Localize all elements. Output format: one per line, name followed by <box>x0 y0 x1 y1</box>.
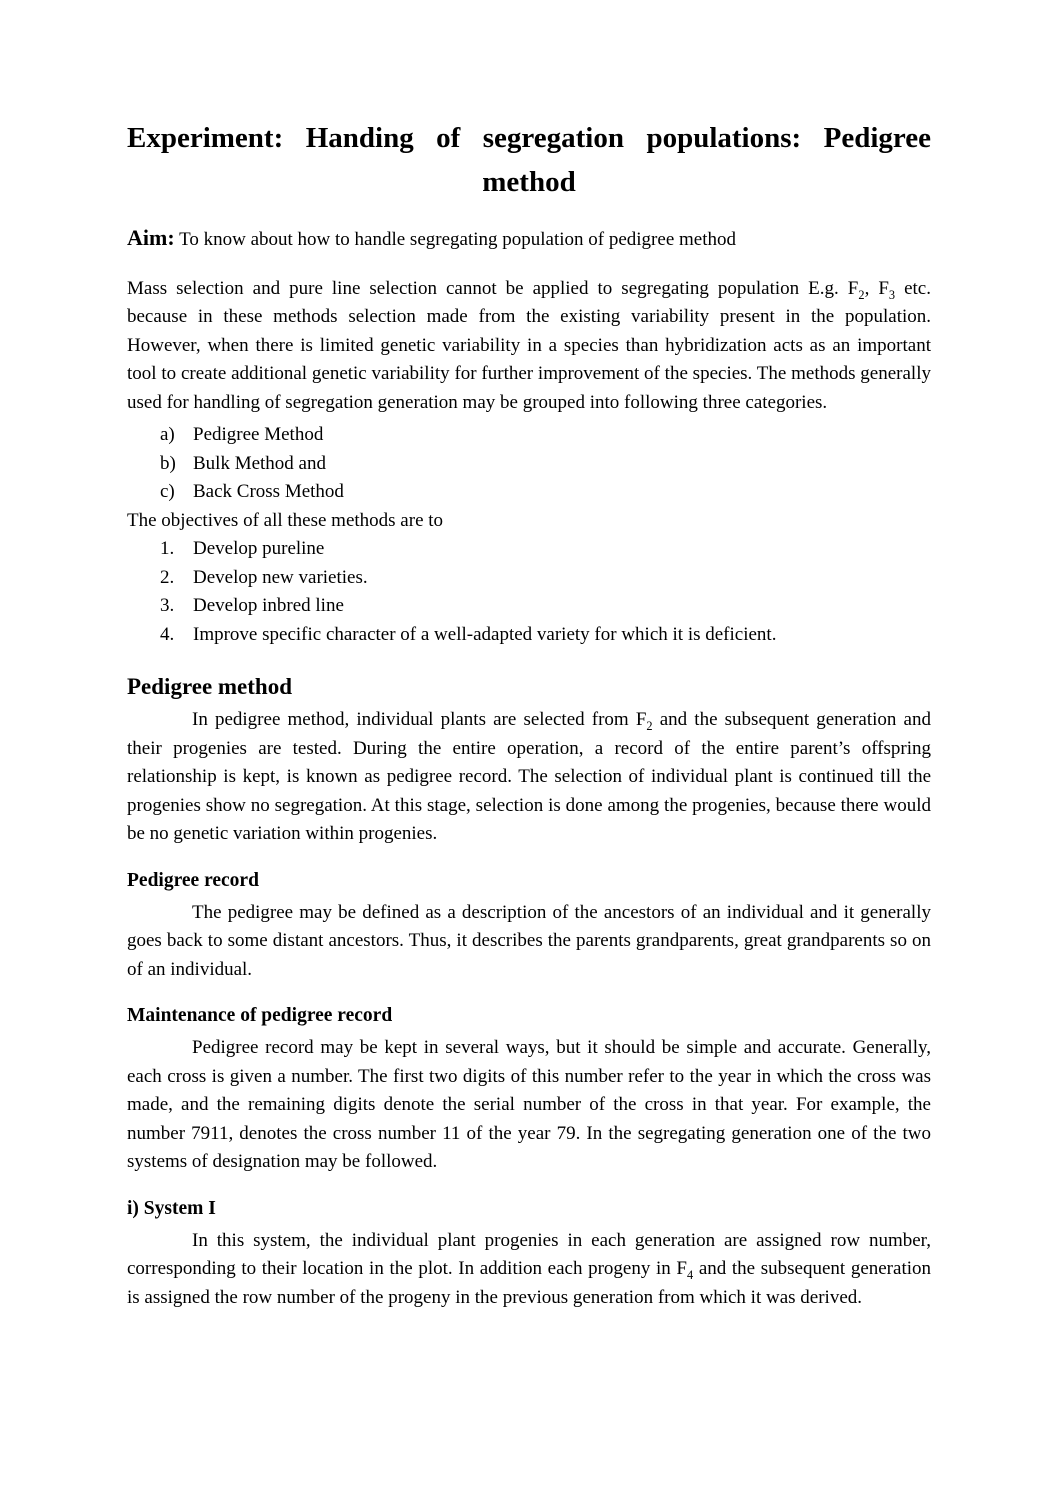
objectives-lead: The objectives of all these methods are to <box>127 509 444 531</box>
objectives-list <box>127 535 931 649</box>
section-heading: Maintenance of pedigree record <box>127 1005 393 1026</box>
section-pedigree-method <box>127 671 931 849</box>
section-paragraph: Pedigree record may be kept in several ways, but it should be simple and accurate. Generally, each cross is given a number. The first two digits of this number refer to the year in which the cross was made, and the remaining digits denote the serial number of the cross in that year. For example, the number 7911, denotes the cross number 11 of the year 79. In the segregating generation one of the two systems of designation may be followed. <box>127 1037 931 1172</box>
section-heading: Pedigree method <box>127 674 293 699</box>
list-item <box>127 592 931 621</box>
list-item <box>127 450 931 479</box>
list-item <box>127 478 931 507</box>
list-marker: c) <box>160 481 175 502</box>
list-marker: 3. <box>160 595 175 616</box>
list-item-text: Back Cross Method <box>193 481 344 502</box>
list-item-text: Bulk Method and <box>193 452 326 474</box>
list-item-text: Develop pureline <box>193 538 325 559</box>
list-item-text: Pedigree Method <box>193 424 324 445</box>
intro-paragraph: Mass selection and pure line selection cannot be applied to segregating population E.g. $F_2$, $F_3$ etc. because in these methods selection made from the existing variability present in the population. However, when there is limited genetic variability in a species than hybridization acts as an important tool to create additional genetic variability for further improvement of the species. The methods generally used for handling of segregation generation may be grouped into following three categories. <box>127 277 931 413</box>
list-marker: b) <box>160 452 176 474</box>
list-item <box>127 535 931 564</box>
list-marker: 1. <box>160 538 175 559</box>
list-item-text: Develop new varieties. <box>193 566 368 588</box>
aim-label: Aim: <box>127 225 175 250</box>
list-marker: 2. <box>160 566 175 588</box>
aim-line <box>127 224 931 255</box>
list-item-text: Develop inbred line <box>193 595 344 616</box>
section-paragraph: In pedigree method, individual plants are selected from $F_2$ and the subsequent generation and their progenies are tested. During the entire operation, a record of the entire parent’s offspring relationship is kept, is known as pedigree record. The selection of individual plant is continued till the progenies show no segregation. At this stage, selection is done among the progenies, because there would be no genetic variation within progenies. <box>127 709 931 844</box>
section-heading: i) System I <box>127 1197 216 1219</box>
methods-list <box>127 421 931 507</box>
section-paragraph: In this system, the individual plant progenies in each generation are assigned row number, corresponding to their location in the plot. In addition each progeny in $F_4$ and the subsequent generation is assigned the row number of the progeny in the previous generation from which it was derived. <box>127 1229 932 1308</box>
list-item-text: Improve specific character of a well-adapted variety for which it is deficient. <box>193 623 777 645</box>
list-item <box>127 421 931 450</box>
section-heading: Pedigree record <box>127 869 259 891</box>
document-title: Experiment: Handing of segregation populations: Pedigree method <box>127 122 931 198</box>
section-maintenance-of-pedigree-record <box>127 1002 931 1177</box>
list-marker: a) <box>160 424 175 445</box>
aim-text: To know about how to handle segregating population of pedigree method <box>174 229 736 250</box>
section-paragraph: The pedigree may be defined as a description of the ancestors of an individual and it generally goes back to some distant ancestors. Thus, it describes the parents grandparents, great grandparents so on of an individual. <box>127 901 931 980</box>
list-marker: 4. <box>160 623 175 645</box>
list-item <box>127 621 931 650</box>
section-pedigree-record <box>127 867 931 985</box>
section-system-i <box>127 1195 931 1313</box>
list-item <box>127 564 931 593</box>
